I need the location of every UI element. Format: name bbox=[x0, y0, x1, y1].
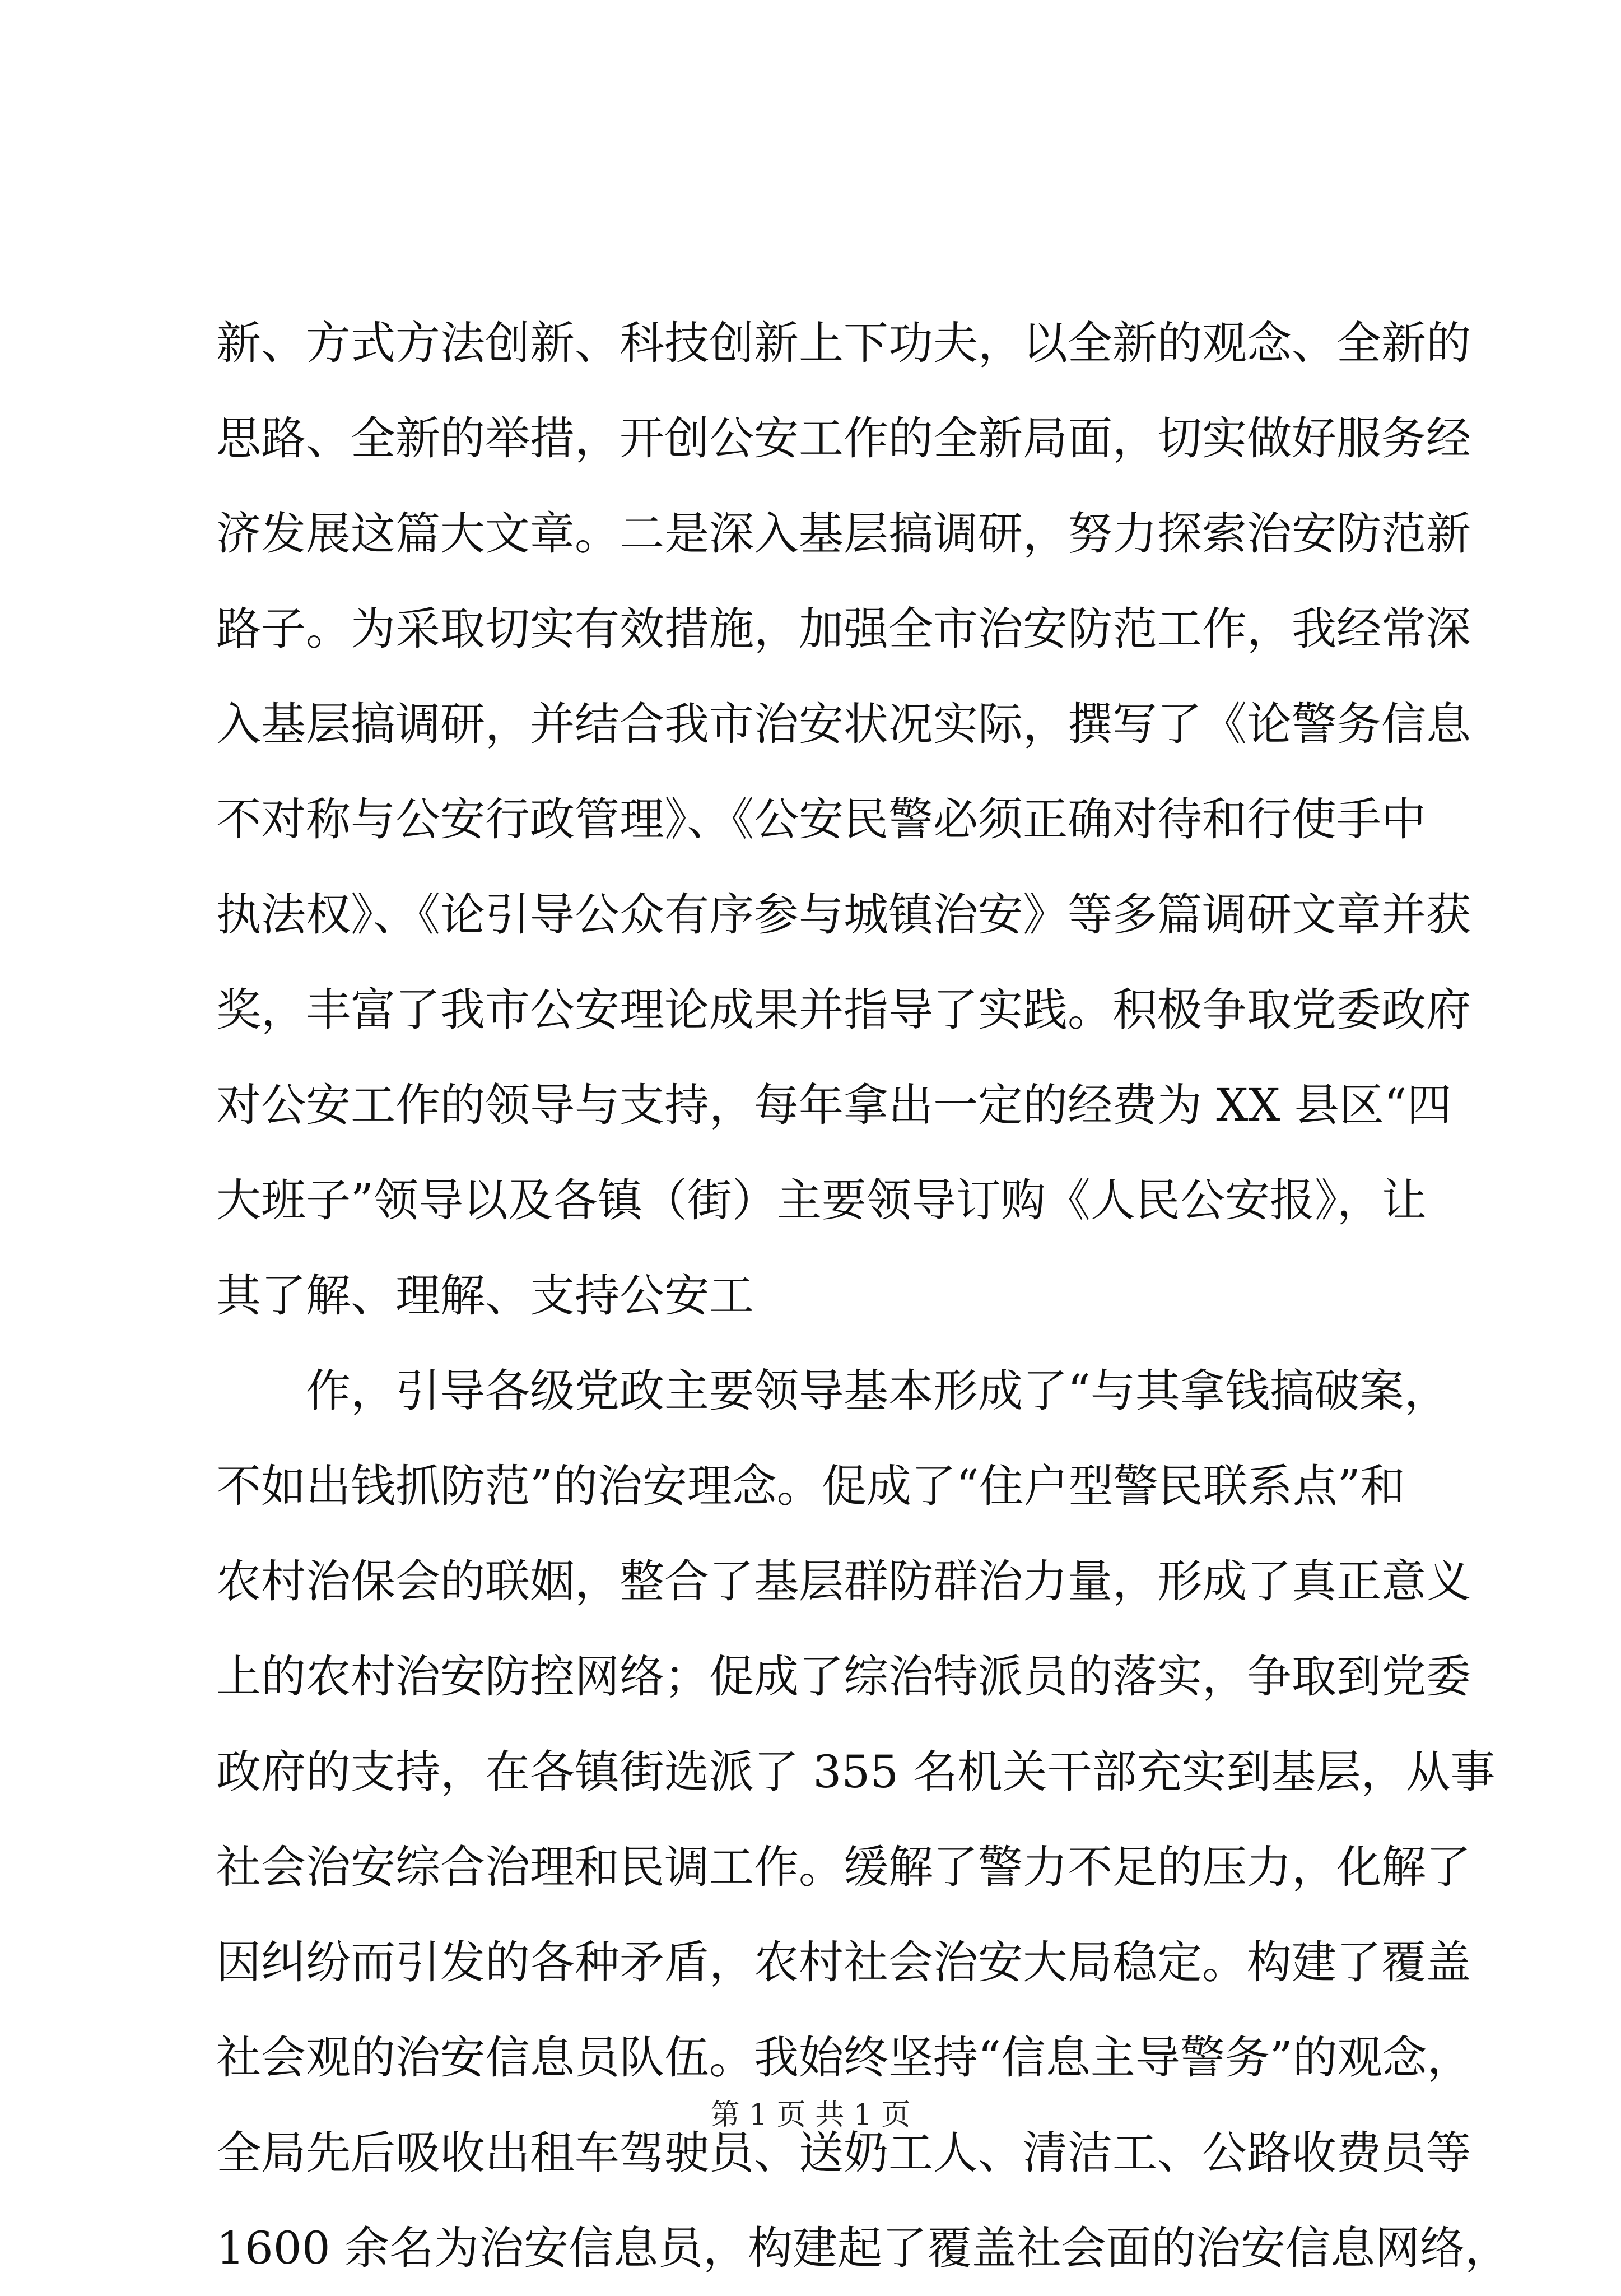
text-line: 执法权》、《论引导公众有序参与城镇治安》等多篇调研文章并获 bbox=[216, 889, 1471, 941]
text-line: 农村治保会的联姻，整合了基层群防群治力量，形成了真正意义 bbox=[216, 1555, 1471, 1607]
text-line: 不如出钱抓防范”的治安理念。促成了“住户型警民联系点”和 bbox=[216, 1460, 1405, 1512]
page-number: 第 1 页 共 1 页 bbox=[710, 2098, 911, 2132]
text-line: 全局先后吸收出租车驾驶员、送奶工人、清洁工、公路收费员等 bbox=[216, 2127, 1471, 2179]
text-line: 奖，丰富了我市公安理论成果并指导了实践。积极争取党委政府 bbox=[216, 984, 1471, 1036]
page-footer bbox=[0, 2095, 1621, 2135]
text-line: 不对称与公安行政管理》、《公安民警必须正确对待和行使手中 bbox=[216, 793, 1426, 845]
text-line: 思路、全新的举措，开创公安工作的全新局面，切实做好服务经 bbox=[216, 412, 1471, 464]
text-line: 对公安工作的领导与支持，每年拿出一定的经费为 XX 县区“四 bbox=[216, 1079, 1452, 1131]
text-line: 上的农村治安防控网络；促成了综治特派员的落实，争取到党委 bbox=[216, 1651, 1471, 1703]
text-line: 路子。为采取切实有效措施，加强全市治安防范工作，我经常深 bbox=[216, 603, 1471, 655]
text-line: 济发展这篇大文章。二是深入基层搞调研，努力探索治安防范新 bbox=[216, 508, 1471, 560]
text-line: 其了解、理解、支持公安工 bbox=[216, 1270, 754, 1322]
text-line: 大班子”领导以及各镇（街）主要领导订购《人民公安报》，让 bbox=[216, 1174, 1427, 1226]
text-line: 1600 余名为治安信息员，构建起了覆盖社会面的治安信息网络， bbox=[216, 2222, 1510, 2274]
text-line: 社会治安综合治理和民调工作。缓解了警力不足的压力，化解了 bbox=[216, 1841, 1471, 1893]
text-line: 入基层搞调研，并结合我市治安状况实际，撰写了《论警务信息 bbox=[216, 698, 1471, 750]
paragraph-first-line: 作，引导各级党政主要领导基本形成了“与其拿钱搞破案， bbox=[306, 1365, 1449, 1417]
text-line: 因纠纷而引发的各种矛盾，农村社会治安大局稳定。构建了覆盖 bbox=[216, 1936, 1471, 1988]
text-line: 社会观的治安信息员队伍。我始终坚持“信息主导警务”的观念， bbox=[216, 2032, 1472, 2084]
document-body bbox=[216, 296, 1510, 2296]
text-line: 新、方式方法创新、科技创新上下功夫，以全新的观念、全新的 bbox=[216, 317, 1471, 369]
text-line: 政府的支持，在各镇街选派了 355 名机关干部充实到基层，从事 bbox=[216, 1746, 1496, 1798]
